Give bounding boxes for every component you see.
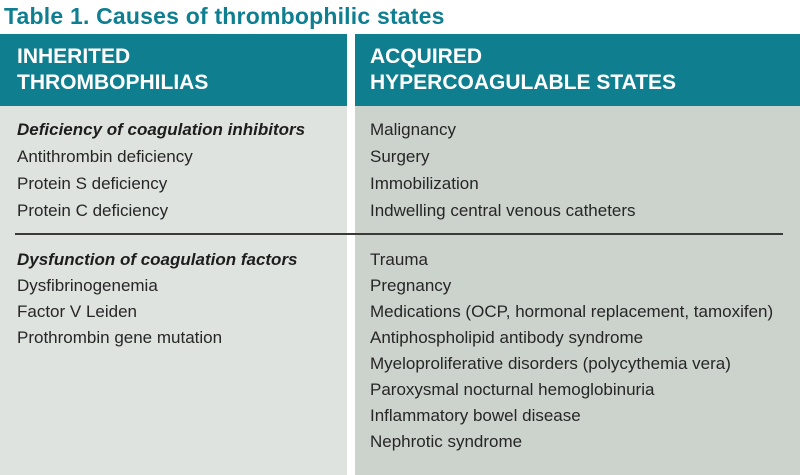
thrombophilia-table: [0, 34, 800, 475]
table-cell-item: Antithrombin deficiency: [17, 147, 193, 166]
table-cell-item: Nephrotic syndrome: [370, 432, 523, 451]
table-cell-item: Inflammatory bowel disease: [370, 406, 581, 425]
table-cell-item: Indwelling central venous catheters: [370, 201, 636, 220]
section-divider: [15, 233, 783, 235]
table-cell-item: Dysfibrinogenemia: [17, 276, 158, 295]
column-inherited: [0, 34, 347, 475]
table-cell-item: Paroxysmal nocturnal hemoglobinuria: [370, 380, 655, 399]
section-inherited-1: [0, 106, 347, 233]
column-gap: [347, 34, 355, 475]
table-cell-item: Pregnancy: [370, 276, 452, 295]
header-line: INHERITED: [17, 45, 131, 68]
table-cell-item: Trauma: [370, 250, 428, 269]
section-heading: Dysfunction of coagulation factors: [17, 250, 298, 269]
table-cell-item: Medications (OCP, hormonal replacement, tamoxifen): [370, 302, 774, 321]
section-acquired-1: [355, 106, 800, 233]
section-inherited-2: [0, 235, 347, 351]
section-heading: Deficiency of coagulation inhibitors: [17, 120, 306, 139]
column-acquired: [355, 34, 800, 475]
header-line: HYPERCOAGULABLE STATES: [370, 71, 677, 94]
column-header-inherited: [0, 34, 347, 106]
table-cell-item: Immobilization: [370, 174, 479, 193]
header-line: ACQUIRED: [370, 45, 483, 68]
table-cell-item: Protein S deficiency: [17, 174, 168, 193]
header-line: THROMBOPHILIAS: [17, 71, 209, 94]
table-cell-item: Surgery: [370, 147, 430, 166]
table-cell-item: Prothrombin gene mutation: [17, 328, 223, 347]
table-cell-item: Factor V Leiden: [17, 302, 138, 321]
section-acquired-2: [355, 235, 800, 455]
table-cell-item: Protein C deficiency: [17, 201, 169, 220]
table-cell-item: Antiphospholipid antibody syndrome: [370, 328, 644, 347]
column-header-acquired: [355, 34, 800, 106]
table-cell-item: Myeloproliferative disorders (polycythemia vera): [370, 354, 731, 373]
table-cell-item: Malignancy: [370, 120, 456, 139]
table-caption: Table 1. Causes of thrombophilic states: [4, 3, 445, 29]
